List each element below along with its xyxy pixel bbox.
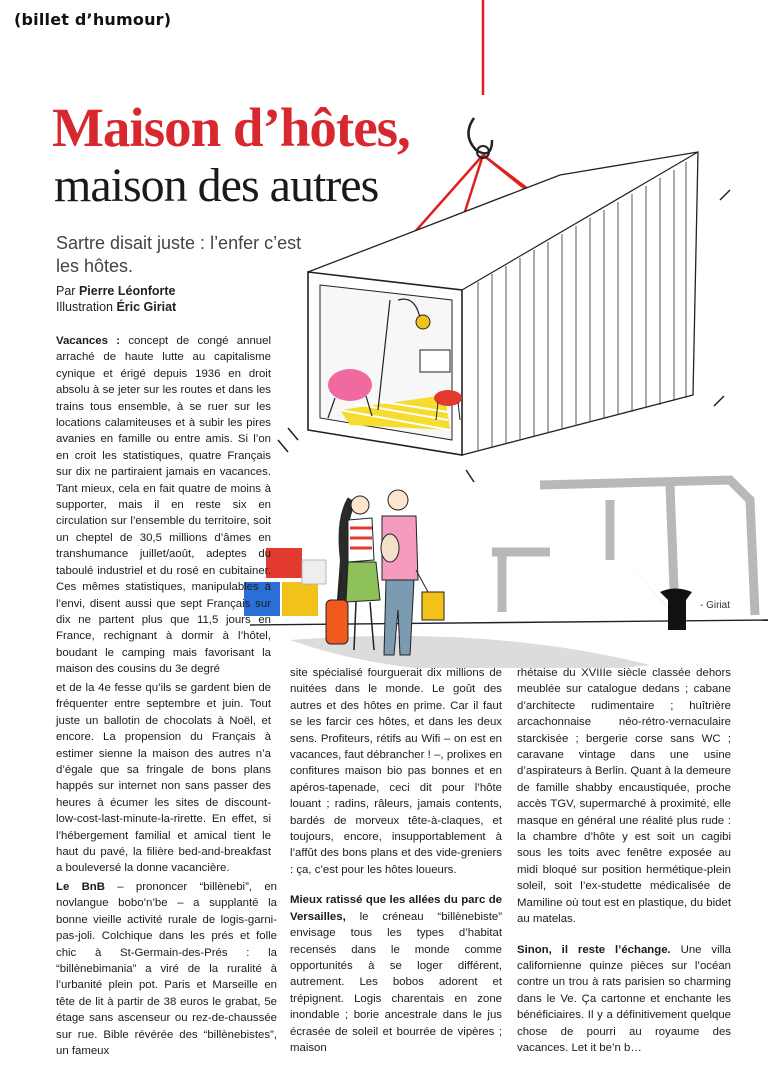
container-illustration bbox=[230, 0, 768, 668]
paragraph-echange bbox=[517, 942, 731, 1057]
paragraph-site-specialise: site spécialisé fourguerait dix millions de nuitées dans le monde. Le goût des autres et des hôtes en prime. Car il faut se les farcir ces hôtes, et dans les deux sens. Profiteurs, rétifs au Wifi – on est en vacances, faut débrancher ! –, prolixes en confitures maison bio pas bonnes et en apéros-tapenade, ceci dit pour l’hôte louant ; radins, râleurs, jamais contents, bardés de morveux tête-à-claques, et toujours, encore, insupportablement à l’affût des bons plans et des vide-greniers : ça, c’est pour les hôtes loueurs. bbox=[290, 667, 502, 876]
rubric-label: (billet d’humour) bbox=[14, 10, 172, 29]
illustrator-line bbox=[56, 299, 176, 315]
column-2 bbox=[290, 665, 502, 1056]
paragraph-text-bnb: – prononcer “billènebi”, en novlangue bobo’n’be – a supplanté la bonne vieille activité rurale de logis-garni-pas-joli. Colchique dans les prés et folle chic à St-Germain-des-Prés : la “billènebimania” a viré de la ruralité à l’urbanité plein pot. Paris et Marseille en tête de lit à partir de 38 euros le grabat, 5e étage sans ascenseur ou rez-de-chaussée sur rue. Bible révérée des “billènebistes”, un fameux bbox=[56, 881, 277, 1058]
illustrator-name: Éric Giriat bbox=[116, 300, 177, 314]
illustrator-prefix: Illustration bbox=[56, 300, 117, 314]
byline bbox=[56, 283, 176, 315]
paragraph-lead-versailles: Mieux ratissé que les allées du parc de Versailles, bbox=[290, 894, 502, 923]
author-name: Pierre Léonforte bbox=[78, 284, 176, 298]
paragraph-rhetaise: rhétaise du XVIIIe siècle classée dehors meublée sur catalogue dedans ; cabane d’architecte rudimentaire ; huîtrière arcachonnaise néo-rétro-vernaculaire starckisée ; bergerie corse sans WC ; caravane vintage dans une usine d’aspirateurs à Berlin. Quant à la demeure de famille shabby encaustiquée, proche accès TGV, supermarché à proximité, elle masque en général une réalité plus rude : la chambre d’hôte y est soit un cagibi sous les toits avec fenêtre exposée au midi bloqué sur position hermétique-plein soleil, soit l’ex-studette médicalisée de Mamiline où tout est en plastique, du bidet au matelas. bbox=[517, 667, 732, 926]
column-1-top bbox=[56, 333, 271, 678]
paragraph-versailles bbox=[290, 892, 502, 1056]
author-prefix: Par bbox=[56, 284, 79, 298]
paragraph-lead-echange: Sinon, il reste l’échange. bbox=[517, 943, 671, 956]
paragraph-vacances bbox=[56, 333, 271, 678]
headline-line-1: Maison d’hôtes, bbox=[52, 97, 410, 158]
column-1-continued bbox=[56, 680, 271, 877]
paragraph-vacances-continued: et de la 4e fesse qu’ils se gardent bien de fréquenter entre septembre et juin. Tout juste un ballotin de chocolats à Noël, et encore. La propension du Français à estimer sienne la maison des autres n’a d’égale que sa fringale de bons plans happés sur internet non sans passer des heures à écumer les sites de discount-low-cost-last-minute-la-rirette. En effet, si l’hébergement familial et amical tient le haut du pavé, la filière bed-and-breakfast a bouleversé la donne vacancière. bbox=[56, 682, 271, 875]
subtitle: Sartre disait juste : l’enfer c’est les hôtes. bbox=[56, 233, 302, 276]
author-line bbox=[56, 283, 176, 299]
paragraph-bnb bbox=[56, 879, 277, 1059]
paragraph-lead-bnb: Le BnB bbox=[56, 881, 105, 893]
illustrator-signature: - Giriat bbox=[700, 600, 730, 611]
column-3 bbox=[517, 665, 731, 1056]
paragraph-text-vacances: concept de congé annuel arraché de haute lutte au capitalisme cynique et érigé depuis 1936 en droit absolu à se jeter sur les routes et dans les trains tous ensemble, à se ruer sur les locations calamiteuses et à subir les pires avanies en famille ou entre amis. Si l’on en croit les statistiques, quatre Français sur dix ne partiraient jamais en vacances. Tant mieux, cela en fait quatre de moins à supporter, mais il en reste six en circulation sur l’ensemble du territoire, soit un cheptel de 30,5 millions d’âmes en transhumance juillet/août, adeptes du taboulé industriel et du rosé en cubitainer. Ces mêmes statistiques, manipulables à l’envi, disent aussi que sept Français sur dix ne partent plus que 11,5 jours en France, rechignant à dormir à l’hôtel, boudant le camping mais favorisant la maison des cousins du 3e degré bbox=[56, 335, 271, 676]
paragraph-text-versailles: le créneau “billènebiste” envisage tous les types d’habitat recensés dans le monde comme opportunités à se loger différent, autrement. Les bobos adorent et trépignent. Logis charentais en zone inondable ; borie ancestrale dans le jus écrasée de soleil et bourrée de vipères ; maison bbox=[290, 910, 502, 1054]
paragraph-lead-vacances: Vacances : bbox=[56, 335, 129, 347]
paragraph-text-echange: Une villa californienne quinze pièces sur l’océan contre un trou à rats parisien so charming dans le Ve. Ça cartonne et enchante les bénéficiaires. Il y a définitivement quelque chose de pourri au royaume des vacances. Let it be’n b… bbox=[517, 943, 731, 1054]
headline-line-2: maison des autres bbox=[54, 159, 379, 212]
column-1-bottom bbox=[56, 879, 277, 1059]
